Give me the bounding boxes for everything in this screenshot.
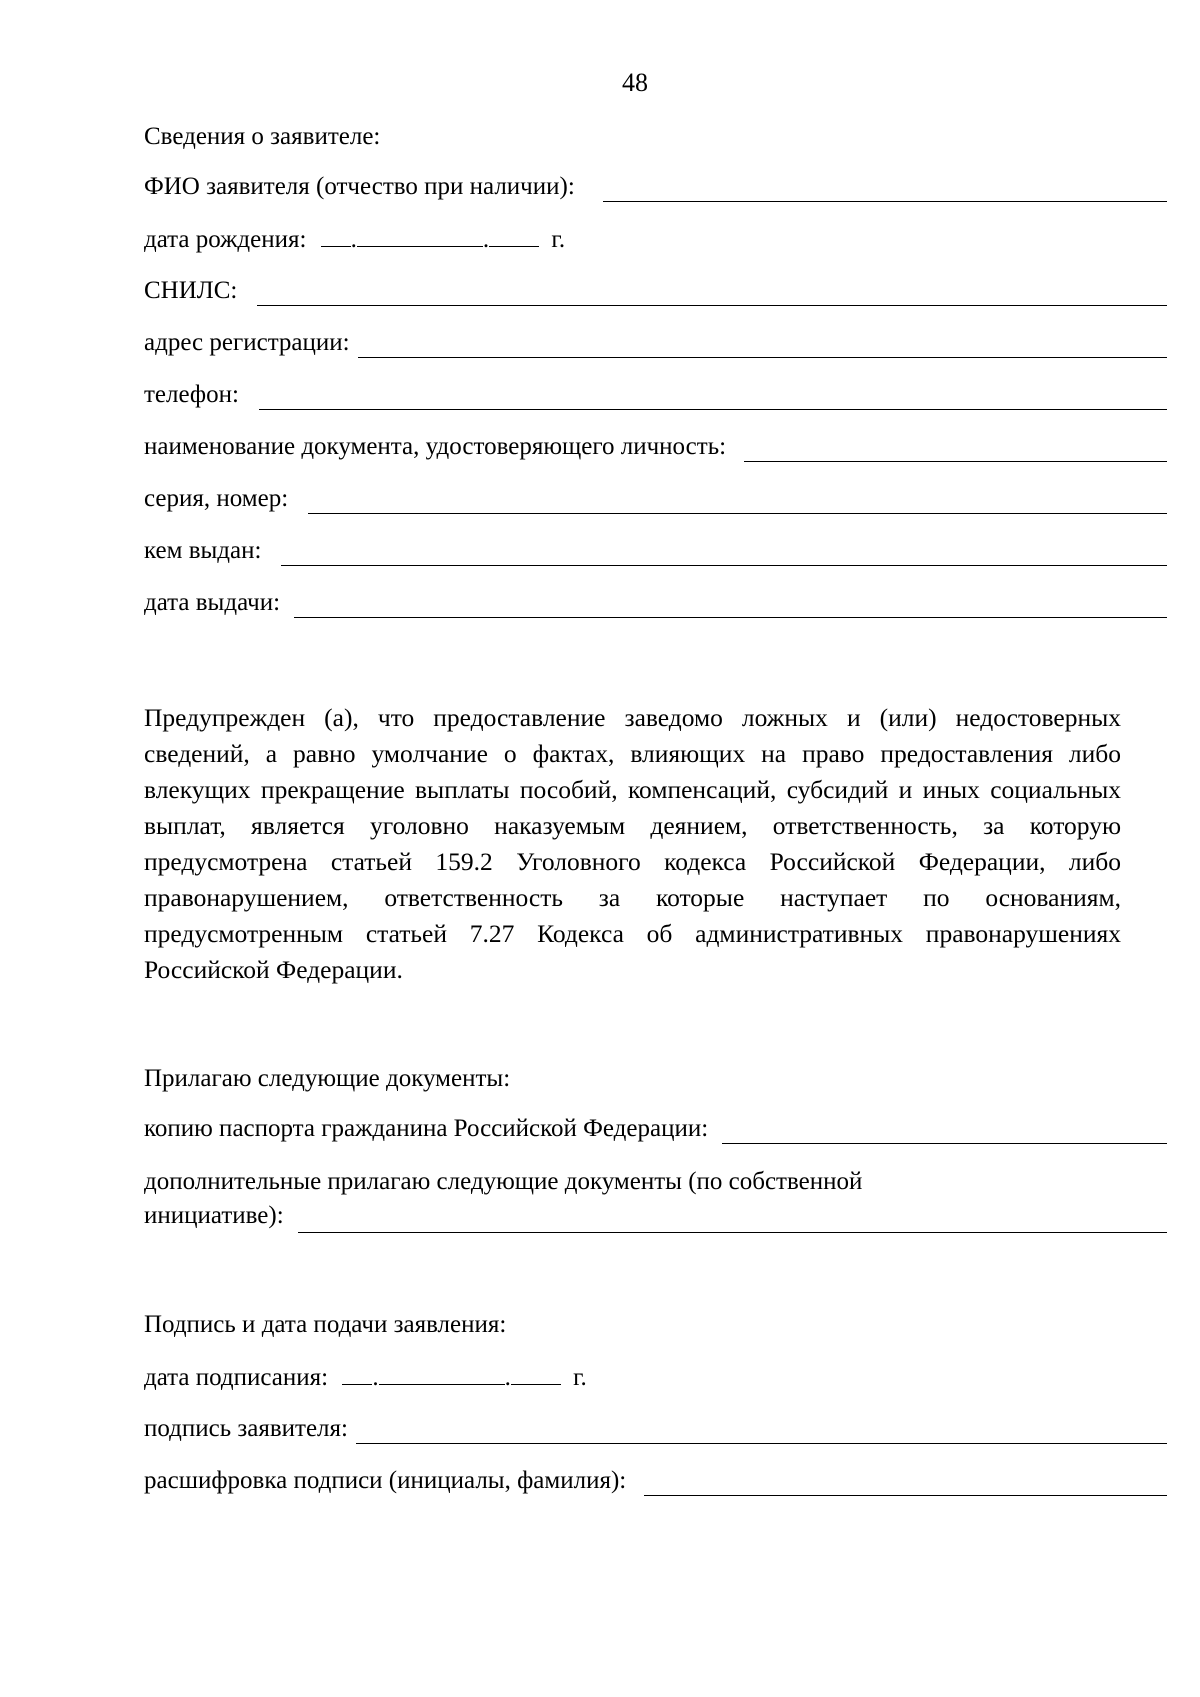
address-label: адрес регистрации:	[144, 329, 350, 356]
issue-date-row	[144, 588, 1167, 618]
fio-label: ФИО заявителя (отчество при наличии):	[144, 173, 575, 200]
series-number-label: серия, номер:	[144, 485, 289, 512]
sign-year-field[interactable]	[511, 1362, 561, 1385]
sign-date-label: дата подписания:	[144, 1364, 329, 1391]
issued-by-row	[144, 536, 1167, 566]
snils-field[interactable]	[257, 281, 1167, 306]
phone-label: телефон:	[144, 381, 239, 408]
id-document-field[interactable]	[744, 437, 1167, 462]
passport-copy-label: копию паспорта гражданина Российской Федерации:	[144, 1115, 709, 1142]
issue-date-label: дата выдачи:	[144, 589, 281, 616]
fio-field[interactable]	[603, 177, 1167, 202]
liability-warning: Предупрежден (а), что предоставление заведомо ложных и (или) недостоверных сведений, а равно умолчание о фактах, влияющих на право предоставления либо влекущих прекращение выплаты пособий, компенсаций, субсидий и иных социальных выплат, является уголовно наказуемым деянием, ответственность, за которую предусмотрена статьей 159.2 Уголовного кодекса Российской Федерации, либо правонарушением, ответственность за которые наступает по основаниям, предусмотренным статьей 7.27 Кодекса об административных правонарушениях Российской Федерации.	[144, 703, 1121, 984]
signature-heading: Подпись и дата подачи заявления:	[144, 1311, 507, 1338]
sign-date-row: дата подписания: . . г.	[144, 1364, 587, 1391]
page-number: 48	[622, 68, 648, 97]
birth-date-label: дата рождения:	[144, 226, 307, 253]
additional-documents-field[interactable]	[298, 1208, 1167, 1233]
issued-by-field[interactable]	[281, 541, 1167, 566]
birth-day-field[interactable]	[321, 224, 351, 247]
additional-documents-label-cont: инициативе):	[144, 1202, 284, 1229]
signer-row	[144, 1414, 1167, 1444]
birth-month-field[interactable]	[357, 224, 483, 247]
issued-by-label: кем выдан:	[144, 537, 262, 564]
additional-documents-block	[144, 1165, 1167, 1233]
phone-row	[144, 380, 1167, 410]
additional-documents-row	[144, 1199, 1167, 1233]
passport-copy-field[interactable]	[722, 1119, 1167, 1144]
address-row	[144, 328, 1167, 358]
signer-label: подпись заявителя:	[144, 1415, 348, 1442]
attachments-heading: Прилагаю следующие документы:	[144, 1065, 511, 1092]
address-field[interactable]	[358, 333, 1167, 358]
snils-row	[144, 276, 1167, 306]
sign-year-suffix: г.	[573, 1364, 587, 1391]
snils-label: СНИЛС:	[144, 277, 238, 304]
series-number-field[interactable]	[308, 489, 1167, 514]
id-document-row	[144, 432, 1167, 462]
fio-row	[144, 172, 1167, 202]
passport-copy-row	[144, 1114, 1167, 1144]
signature-decode-row	[144, 1466, 1167, 1496]
series-number-row	[144, 484, 1167, 514]
birth-date-row: дата рождения: . . г.	[144, 226, 566, 253]
id-document-label: наименование документа, удостоверяющего личность:	[144, 433, 727, 460]
issue-date-field[interactable]	[294, 593, 1167, 618]
sign-month-field[interactable]	[379, 1362, 505, 1385]
additional-documents-label: дополнительные прилагаю следующие документы (по собственной	[144, 1168, 863, 1195]
signature-field[interactable]	[356, 1419, 1167, 1444]
applicant-heading: Сведения о заявителе:	[144, 123, 381, 150]
birth-year-suffix: г.	[551, 226, 566, 253]
phone-field[interactable]	[259, 385, 1167, 410]
sign-day-field[interactable]	[342, 1362, 372, 1385]
signature-decode-label: расшифровка подписи (инициалы, фамилия):	[144, 1467, 627, 1494]
signature-decode-field[interactable]	[644, 1471, 1167, 1496]
birth-year-field[interactable]	[489, 224, 539, 247]
